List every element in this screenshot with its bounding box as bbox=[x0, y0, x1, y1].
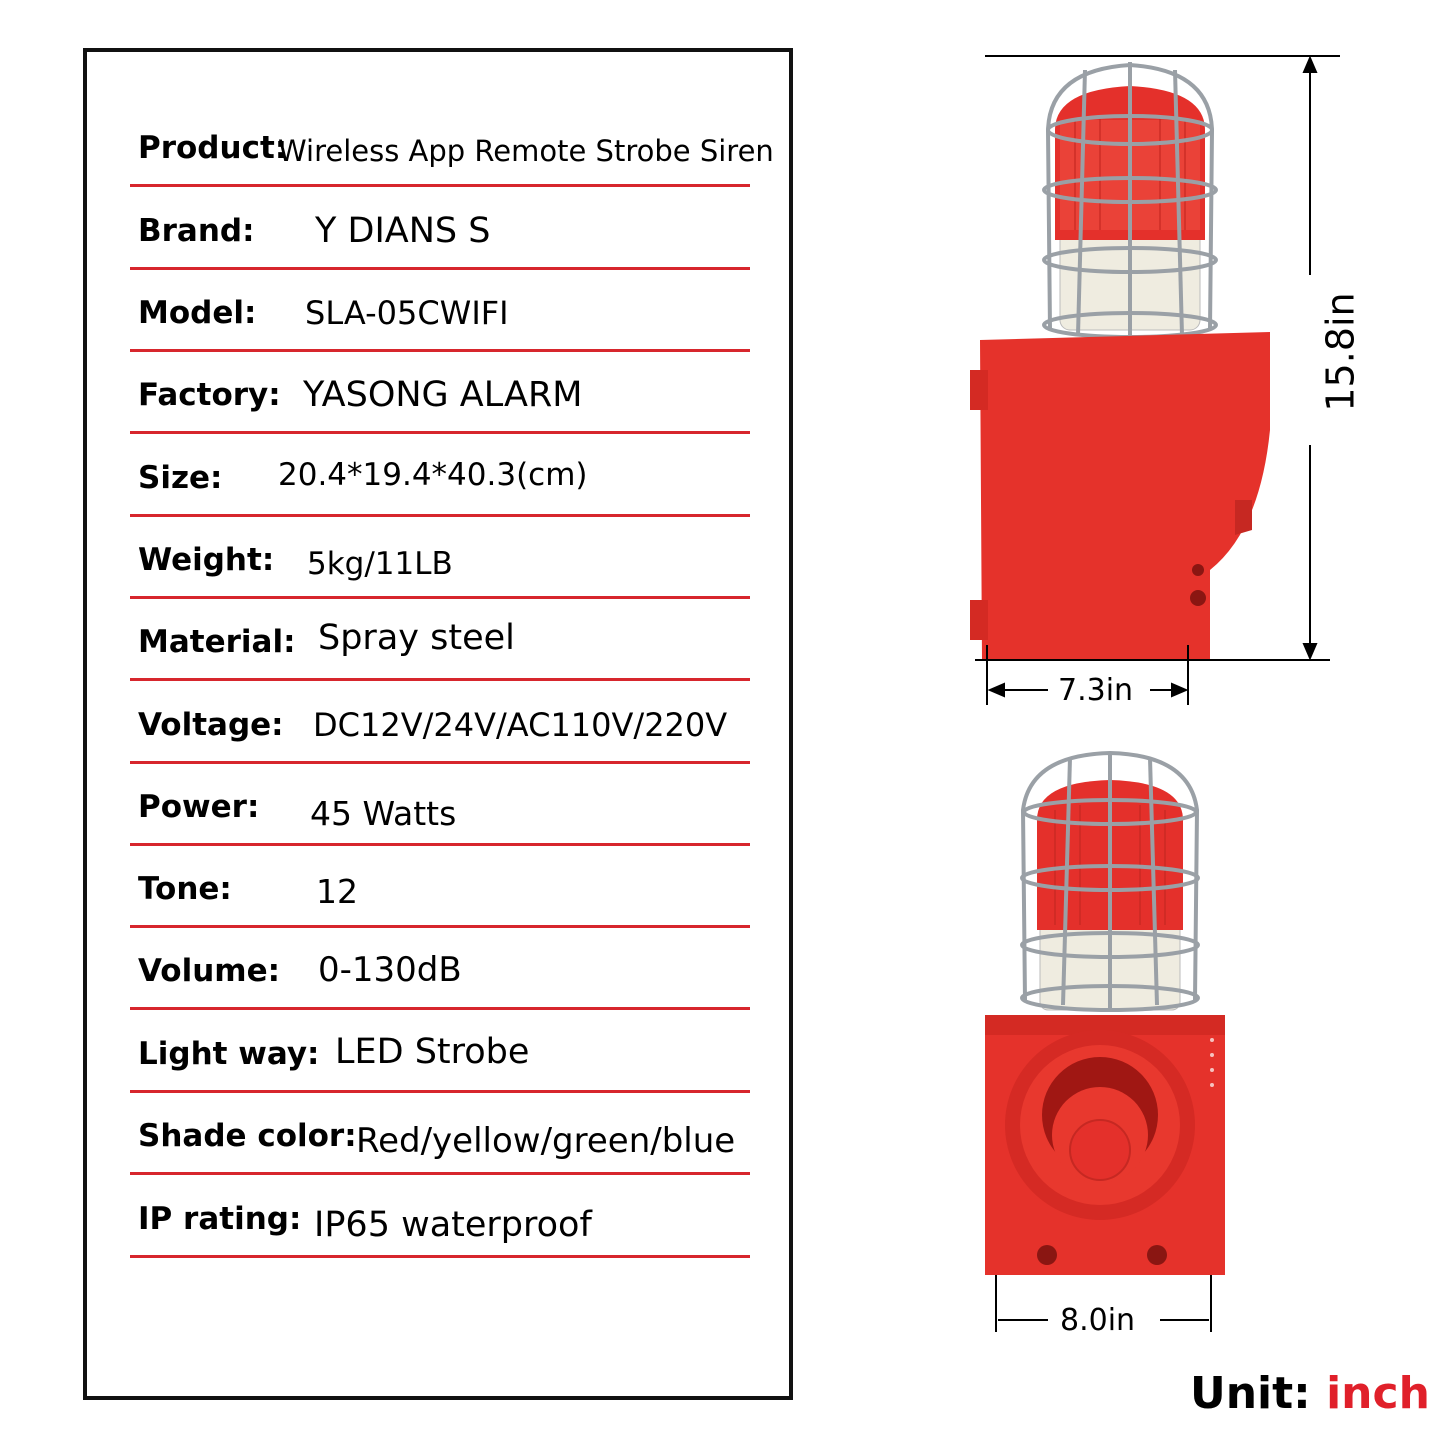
spec-label: Shade color: bbox=[138, 1118, 357, 1154]
spec-label: Tone: bbox=[138, 871, 232, 907]
spec-value: 12 bbox=[316, 872, 358, 911]
unit-note bbox=[1190, 1368, 1430, 1419]
spec-value: 5kg/11LB bbox=[307, 546, 453, 582]
spec-value: Spray steel bbox=[318, 618, 515, 658]
spec-label: Weight: bbox=[138, 542, 275, 578]
spec-label: Volume: bbox=[138, 953, 281, 989]
dimension-height-label: 15.8in bbox=[1319, 286, 1363, 417]
unit-value: inch bbox=[1326, 1368, 1430, 1419]
spec-label: Power: bbox=[138, 789, 260, 825]
spec-value: YASONG ALARM bbox=[303, 375, 583, 415]
spec-label: Voltage: bbox=[138, 707, 284, 743]
spec-label: Product: bbox=[138, 130, 288, 166]
spec-label: Material: bbox=[138, 624, 296, 660]
spec-value: Red/yellow/green/blue bbox=[356, 1121, 736, 1161]
spec-value: IP65 waterproof bbox=[314, 1205, 592, 1245]
spec-label: Light way: bbox=[138, 1036, 320, 1072]
spec-value: Y DIANS S bbox=[315, 211, 491, 251]
dimension-front-width-label: 8.0in bbox=[1060, 1303, 1136, 1338]
spec-value: 20.4*19.4*40.3(cm) bbox=[278, 457, 588, 493]
spec-value: LED Strobe bbox=[335, 1032, 530, 1072]
spec-value: 0-130dB bbox=[318, 950, 462, 990]
dimension-side-width-label: 7.3in bbox=[1058, 673, 1134, 708]
spec-value: Wireless App Remote Strobe Siren bbox=[278, 134, 774, 168]
spec-value: 45 Watts bbox=[310, 794, 457, 833]
spec-label: Brand: bbox=[138, 213, 255, 249]
spec-label: Size: bbox=[138, 460, 223, 496]
spec-label: Factory: bbox=[138, 377, 281, 413]
spec-value: SLA-05CWIFI bbox=[305, 294, 509, 332]
unit-label: Unit: bbox=[1190, 1368, 1311, 1419]
spec-value: DC12V/24V/AC110V/220V bbox=[313, 706, 728, 744]
spec-label: Model: bbox=[138, 295, 257, 331]
spec-label: IP rating: bbox=[138, 1201, 302, 1237]
